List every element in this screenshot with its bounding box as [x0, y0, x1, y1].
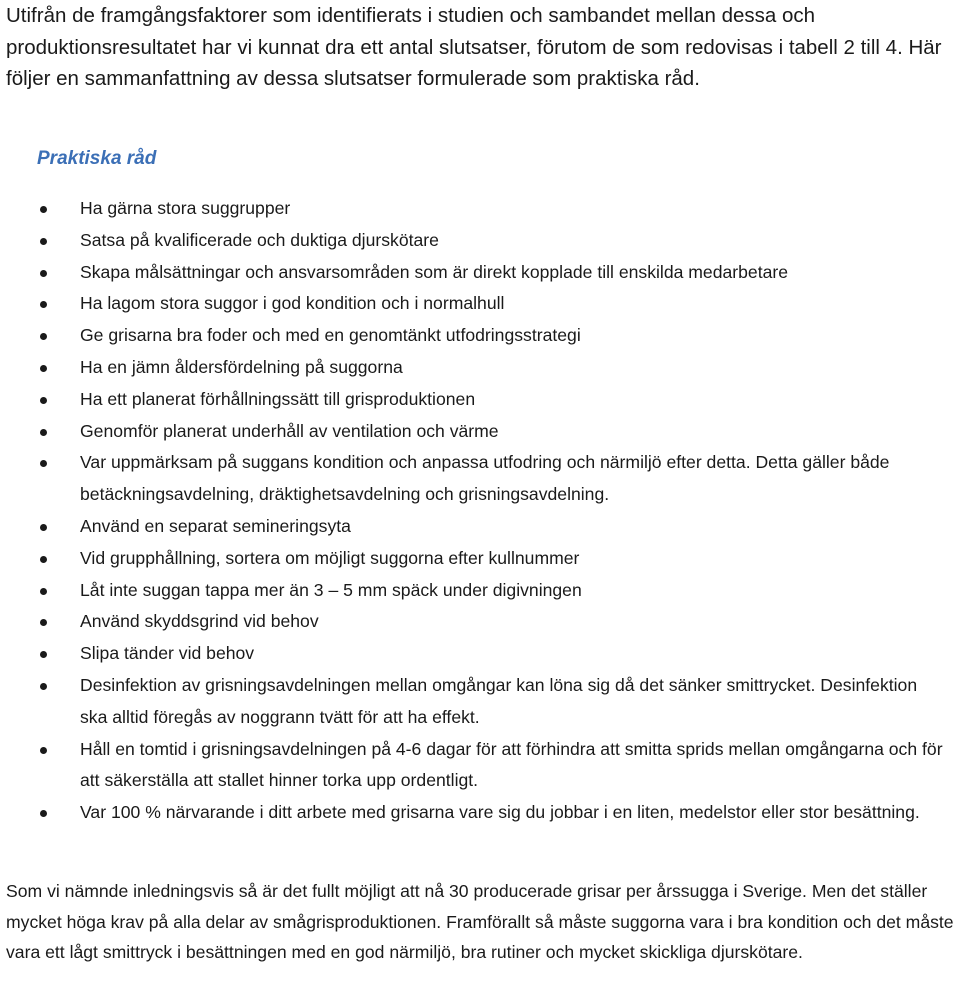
- list-item: [0, 670, 960, 734]
- list-item: [0, 416, 960, 448]
- list-item-text: Ha en jämn åldersfördelning på suggorna: [80, 356, 403, 377]
- list-item-text: Använd en separat semineringsyta: [80, 515, 351, 536]
- list-item: [0, 638, 960, 670]
- list-item: [0, 352, 960, 384]
- bullet-icon: [40, 651, 47, 658]
- list-item-text: Ge grisarna bra foder och med en genomtänkt utfodringsstrategi: [80, 325, 581, 346]
- list-item-text: Ha ett planerat förhållningssätt till grisproduktionen: [80, 388, 476, 409]
- closing-paragraph: Som vi nämnde inledningsvis så är det fullt möjligt att nå 30 producerade grisar per årssugga i Sverige. Men det ställer mycket höga krav på alla delar av smågrisproduktionen. Framförallt så måste suggorna vara i bra kondition och det måste vara ett lågt smittryck i besättningen med en god närmiljö, bra rutiner och mycket skickliga djurskötare.: [6, 881, 954, 962]
- bullet-icon: [40, 301, 47, 308]
- bullet-icon: [40, 619, 47, 626]
- list-item-text: Använd skyddsgrind vid behov: [80, 611, 319, 632]
- list-item-text: Håll en tomtid i grisningsavdelningen på 4-6 dagar för att förhindra att smitta sprids mellan omgångarna och för att säkerställa att stallet hinner torka upp ordentligt.: [80, 738, 943, 791]
- list-item-text: Ha lagom stora suggor i god kondition och i normalhull: [80, 293, 505, 314]
- bullet-icon: [40, 365, 47, 372]
- list-item-text: Låt inte suggan tappa mer än 3 – 5 mm späck under digivningen: [80, 579, 582, 600]
- list-item-text: Var 100 % närvarande i ditt arbete med grisarna vare sig du jobbar i en liten, medelstor eller stor besättning.: [80, 802, 920, 823]
- list-item: [0, 797, 960, 829]
- list-item: [0, 606, 960, 638]
- list-item: [0, 193, 960, 225]
- list-item-text: Genomför planerat underhåll av ventilation och värme: [80, 420, 499, 441]
- list-item: [0, 225, 960, 257]
- bullet-icon: [40, 429, 47, 436]
- list-item: [0, 320, 960, 352]
- list-item: [0, 543, 960, 575]
- list-item: [0, 288, 960, 320]
- bullet-icon: [40, 397, 47, 404]
- list-item: [0, 384, 960, 416]
- intro-paragraph: Utifrån de framgångsfaktorer som identifierats i studien och sambandet mellan dessa och produktionsresultatet har vi kunnat dra ett antal slutsatser, förutom de som redovisas i tabell 2 till 4. Här följer en sammanfattning av dessa slutsatser formulerade som praktiska råd.: [6, 4, 942, 90]
- list-item-text: Var uppmärksam på suggans kondition och anpassa utfodring och närmiljö efter detta. Detta gäller både betäckningsavdelning, dräktighetsavdelning och grisningsavdelning.: [80, 452, 890, 505]
- list-item-text: Desinfektion av grisningsavdelningen mellan omgångar kan löna sig då det sänker smittrycket. Desinfektion ska alltid föregås av noggrann tvätt för att ha effekt.: [80, 674, 918, 727]
- list-item-text: Skapa målsättningar och ansvarsområden som är direkt kopplade till enskilda medarbetare: [80, 261, 789, 282]
- list-item-text: Satsa på kvalificerade och duktiga djurskötare: [80, 229, 439, 250]
- bullet-icon: [40, 683, 47, 690]
- bullet-icon: [40, 810, 47, 817]
- list-item: [0, 257, 960, 289]
- bullet-icon: [40, 270, 47, 277]
- bullet-icon: [40, 747, 47, 754]
- list-item: [0, 447, 960, 511]
- bullet-icon: [40, 206, 47, 213]
- list-item-text: Vid grupphållning, sortera om möjligt suggorna efter kullnummer: [80, 547, 580, 568]
- advice-list: [0, 193, 960, 829]
- bullet-icon: [40, 460, 47, 467]
- bullet-icon: [40, 238, 47, 245]
- list-item: [0, 575, 960, 607]
- list-item: [0, 734, 960, 798]
- bullet-icon: [40, 556, 47, 563]
- list-item-text: Ha gärna stora suggrupper: [80, 198, 291, 218]
- section-heading: Praktiska råd: [37, 148, 157, 169]
- bullet-icon: [40, 333, 47, 340]
- list-item: [0, 511, 960, 543]
- bullet-icon: [40, 524, 47, 531]
- bullet-icon: [40, 588, 47, 595]
- list-item-text: Slipa tänder vid behov: [80, 643, 255, 664]
